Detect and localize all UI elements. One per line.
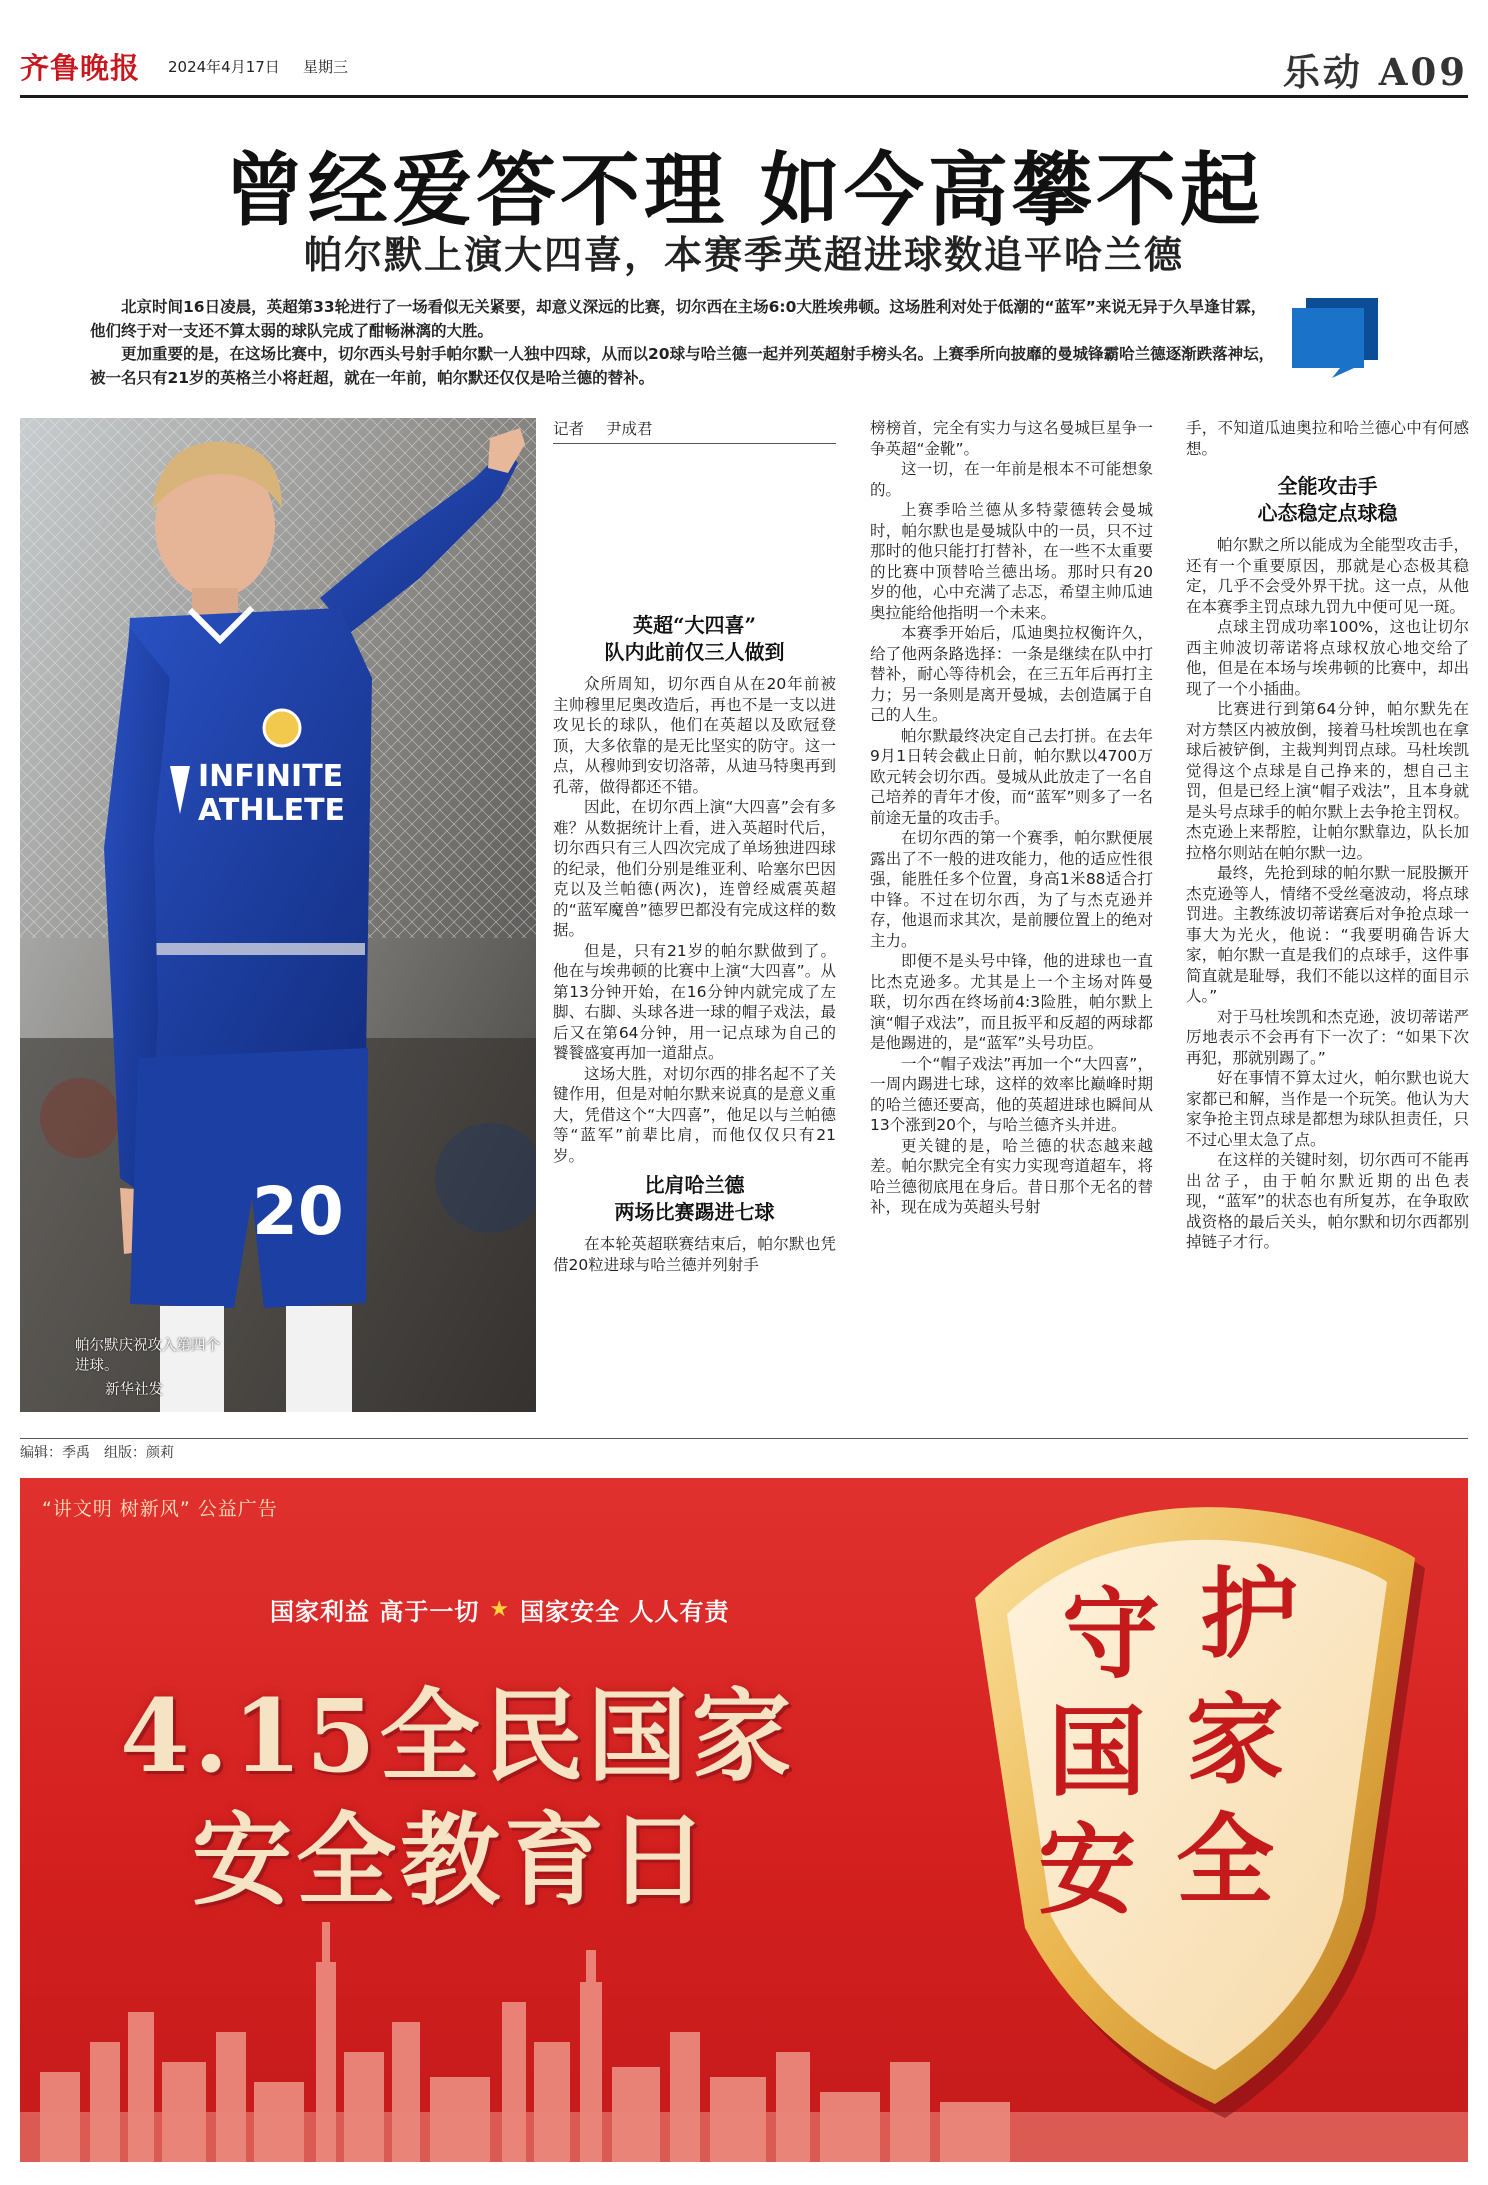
photo-illustration — [20, 418, 536, 1412]
lead-paragraph: 北京时间16日凌晨，英超第33轮进行了一场看似无关紧要，却意义深远的比赛，切尔西在主场6:0大胜埃弗顿。这场胜利对处于低潮的“蓝军”来说无异于久旱逢甘霖，他们终于对一支还不算太弱的球队完成了酣畅淋漓的大胜。 — [90, 298, 1267, 340]
article-column-3 — [1186, 418, 1469, 1414]
subhead-line: 英超“大四喜” — [632, 613, 756, 637]
shield-character: 家 — [1186, 1683, 1285, 1798]
editor-credit: 编辑：季禹 — [20, 1445, 90, 1461]
body-paragraph: 在切尔西的第一个赛季，帕尔默便展露出了不一般的进攻能力，他的适应性很强，能胜任多个位置，身高1米88适合打中锋。不过在切尔西，为了与杰克逊并存，他退而求其次，是前腰位置上的绝对主力。 — [870, 829, 1153, 950]
headline: 曾经爱答不理 如今高攀不起 — [224, 143, 1264, 237]
body-paragraph: 最终，先抢到球的帕尔默一屁股撅开杰克逊等人，情绪不受丝毫波动，将点球罚进。主教练波切蒂诺赛后对争抢点球一事大为光火，他说：“我要明确告诉大家，帕尔默一直是我们的点球手，这件事简直就是耻辱，我们不能以这样的面目示人。” — [1186, 864, 1469, 1005]
player-photo — [20, 418, 536, 1412]
body-paragraph: 好在事情不算太过火，帕尔默也说大家都已和解，当作是一个玩笑。他认为大家争抢主罚点球是都想为球队担责任，只不过心里太急了点。 — [1186, 1069, 1469, 1149]
photo-credit: 新华社发 — [105, 1382, 163, 1398]
body-paragraph: 帕尔默之所以能成为全能型攻击手，还有一个重要原因，那就是心态极其稳定，几乎不会受外界干扰。这一点，从他在本赛季主罚点球九罚九中便可见一斑。 — [1186, 536, 1469, 616]
subhead-line: 队内此前仅三人做到 — [604, 640, 785, 664]
section-subhead — [553, 612, 836, 666]
body-paragraph: 众所周知，切尔西自从在20年前被主帅穆里尼奥改造后，再也不是一支以进攻见长的球队，他们在英超以及欧冠登顶，大多依靠的是无比坚实的防守。这一点，从穆帅到安切洛蒂，从迪马特奥再到孔蒂，做得都还不错。 — [553, 675, 836, 796]
body-paragraph: 上赛季哈兰德从多特蒙德转会曼城时，帕尔默也是曼城队中的一员，只不过那时的他只能打打替补，在一些不太重要的比赛中顶替哈兰德出场。那时只有20岁的他，心中充满了忐忑，希望主帅瓜迪奥拉能给他指明一个未来。 — [870, 501, 1153, 622]
layout-credit: 组版：颜莉 — [104, 1445, 174, 1461]
public-service-ad — [20, 1478, 1468, 2162]
byline-name: 尹成君 — [606, 420, 653, 438]
body-paragraph: 点球主罚成功率100%，这也让切尔西主帅波切蒂诺将点球权放心地交给了他，但是在本场与埃弗顿的比赛中，却出现了一个小插曲。 — [1186, 618, 1469, 698]
photo-caption: 帕尔默庆祝攻入第四个进球。 — [75, 1338, 220, 1374]
speech-bubble-icon — [1292, 298, 1378, 378]
article-column-1 — [553, 418, 836, 1414]
shield-character: 国 — [1048, 1695, 1147, 1810]
subhead-line: 两场比赛踢进七球 — [614, 1200, 775, 1224]
jersey-sponsor-line-2: ATHLETE — [198, 793, 346, 828]
body-paragraph: 对于马杜埃凯和杰克逊，波切蒂诺严厉地表示不会再有下一次了：“如果下次再犯，那就别踢了。” — [1186, 1007, 1469, 1067]
ad-slogan-left: 国家利益 高于一切 — [270, 1598, 480, 1626]
body-paragraph: 帕尔默最终决定自己去打拼。在去年9月1日转会截止日前，帕尔默以4700万欧元转会切尔西。曼城从此放走了一名自己培养的青年才俊，而“蓝军”则多了一名前途无量的攻击手。 — [870, 726, 1153, 827]
star-icon: ★ — [489, 1597, 511, 1622]
shield-character: 全 — [1176, 1803, 1275, 1918]
jersey-sponsor-line-1: INFINITE — [198, 759, 344, 794]
subheadline: 帕尔默上演大四喜，本赛季英超进球数追平哈兰德 — [303, 232, 1184, 277]
body-paragraph: 在这样的关键时刻，切尔西可不能再出岔子，由于帕尔默近期的出色表现，“蓝军”的状态也有所复苏，在争取欧战资格的最后关头，帕尔默和切尔西都别掉链子才行。 — [1186, 1151, 1469, 1251]
article-column-2 — [870, 418, 1153, 1414]
body-paragraph: 即便不是头号中锋，他的进球也一直比杰克逊多。尤其是上一个主场对阵曼联，切尔西在终场前4:3险胜，帕尔默上演“帽子戏法”，而且扳平和反超的两球都是他踢进的，是“蓝军”头号功臣。 — [870, 952, 1153, 1052]
ad-slogan — [270, 1592, 729, 1627]
ad-tag: “讲文明 树新风” 公益广告 — [42, 1498, 278, 1520]
body-paragraph: 本赛季开始后，瓜迪奥拉权衡许久，给了他两条路选择：一条是继续在队中打替补，耐心等待机会，在三五年后再打主力；另一条则是离开曼城，去创造属于自己的人生。 — [870, 624, 1153, 724]
byline-label: 记者 — [553, 420, 585, 438]
body-paragraph: 这一切，在一年前是根本不可能想象的。 — [870, 460, 1153, 499]
lead-paragraphs — [90, 296, 1280, 390]
byline — [553, 418, 836, 444]
body-paragraph: 因此，在切尔西上演“大四喜”会有多难？从数据统计上看，进入英超时代后，切尔西只有三人四次完成了单场独进四球的纪录，他们分别是维亚利、哈塞尔巴因克以及兰帕德(两次)，连曾经威震英超的“蓝军魔兽”德罗巴都没有完成这样的数据。 — [553, 798, 836, 939]
credits-divider — [20, 1438, 1468, 1439]
subhead-line: 比肩哈兰德 — [644, 1173, 745, 1197]
body-paragraph: 比赛进行到第64分钟，帕尔默先在对方禁区内被放倒，接着马杜埃凯也在拿球后被铲倒，主裁判判罚点球。马杜埃凯觉得这个点球是自己挣来的，想自己主罚，但是已经上演“帽子戏法”，且本身就是头号点球手的帕尔默上去争抢主罚权。杰克逊上来帮腔，让帕尔默靠边，队长加拉格尔则站在帕尔默一边。 — [1186, 700, 1469, 862]
jersey-number: 20 — [252, 1173, 344, 1250]
body-paragraph: 更关键的是，哈兰德的状态越来越差。帕尔默完全有实力实现弯道超车，将哈兰德彻底甩在身后。昔日那个无名的替补，现在成为英超头号射 — [870, 1136, 1153, 1216]
lead-paragraph: 更加重要的是，在这场比赛中，切尔西头号射手帕尔默一人独中四球，从而以20球与哈兰德一起并列英超射手榜头名。上赛季所向披靡的曼城锋霸哈兰德逐渐跌落神坛，被一名只有21岁的英格兰小将赶超，就在一年前，帕尔默还仅仅是哈兰德的替补。 — [90, 345, 1275, 387]
section-subhead — [553, 1172, 836, 1226]
body-paragraph: 但是，只有21岁的帕尔默做到了。他在与埃弗顿的比赛中上演“大四喜”。从第13分钟开始，在16分钟内就完成了左脚、右脚、头球各进一球的帽子戏法，最后又在第64分钟，用一记点球为自己的饕餮盛宴再加一道甜点。 — [553, 941, 836, 1062]
subhead-line: 全能攻击手 — [1277, 474, 1378, 498]
section-subhead — [1186, 473, 1469, 527]
newspaper-logo: 齐鲁晚报 — [20, 51, 141, 85]
ad-title-line-2: 安全教育日 — [192, 1801, 712, 1919]
body-paragraph: 一个“帽子戏法”再加一个“大四喜”，一周内踢进七球，这样的效率比巅峰时期的哈兰德还要高，他的英超进球也瞬间从13个涨到20个，与哈兰德齐头并进。 — [870, 1054, 1153, 1134]
body-paragraph: 榜榜首，完全有实力与这名曼城巨星争一争英超“金靴”。 — [870, 419, 1153, 458]
shield-character: 护 — [1200, 1557, 1299, 1672]
subhead-line: 心态稳定点球稳 — [1257, 501, 1398, 525]
ad-slogan-right: 国家安全 人人有责 — [520, 1598, 730, 1626]
page-credits — [20, 1442, 174, 1462]
body-paragraph: 这场大胜，对切尔西的排名起不了关键作用，但是对帕尔默来说真的是意义重大，凭借这个“大四喜”，他足以与兰帕德等“蓝军”前辈比肩，而他仅仅只有21岁。 — [553, 1064, 836, 1165]
body-paragraph: 在本轮英超联赛结束后，帕尔默也凭借20粒进球与哈兰德并列射手 — [553, 1235, 836, 1274]
masthead — [20, 42, 1468, 98]
section-page-label: 乐动 A09 — [1282, 50, 1468, 94]
publication-weekday: 星期三 — [303, 58, 349, 76]
body-paragraph: 手，不知道瓜迪奥拉和哈兰德心中有何感想。 — [1186, 419, 1469, 458]
publication-date: 2024年4月17日 — [168, 58, 280, 76]
ad-title-line-1: 4.15全民国家 — [120, 1677, 796, 1795]
shield-character: 安 — [1038, 1813, 1137, 1928]
shield-character: 守 — [1062, 1577, 1161, 1692]
